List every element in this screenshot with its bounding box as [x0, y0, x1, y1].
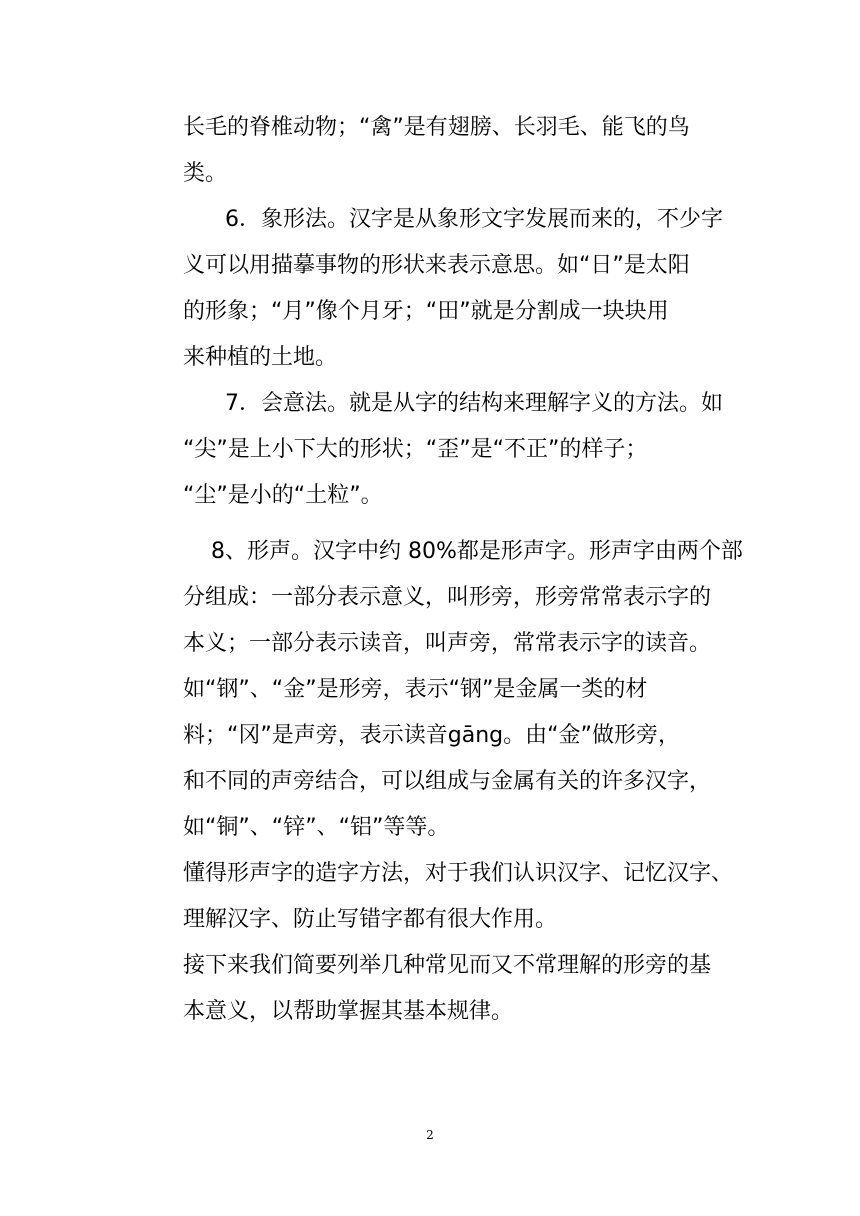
text-line: 料；“冈”是声旁，表示读音gāng。由“金”做形旁，	[183, 723, 680, 748]
text-line: 如“铜”、“锌”、“铝”等等。	[183, 815, 450, 840]
text-line: 8、形声。汉字中约 80%都是形声字。形声字由两个部	[211, 539, 743, 564]
text-line: 的形象；“月”像个月牙；“田”就是分割成一块块用	[183, 299, 669, 324]
text-line: “尖”是上小下大的形状；“歪”是“不正”的样子；	[183, 437, 648, 462]
page-number: 2	[426, 1128, 434, 1142]
text-line: 7．会意法。就是从字的结构来理解字义的方法。如	[225, 391, 723, 416]
text-line: 类。	[183, 161, 228, 186]
text-line: 义可以用描摹事物的形状来表示意思。如“日”是太阳	[183, 253, 690, 278]
text-line: 本义；一部分表示读音，叫声旁，常常表示字的读音。	[183, 631, 712, 656]
text-line: 接下来我们简要列举几种常见而又不常理解的形旁的基	[183, 953, 712, 978]
text-line: 分组成：一部分表示意义，叫形旁，形旁常常表示字的	[183, 585, 712, 610]
text-line: 长毛的脊椎动物；“禽”是有翅膀、长羽毛、能飞的鸟	[183, 115, 690, 140]
text-line: 6．象形法。汉字是从象形文字发展而来的，不少字	[225, 207, 723, 232]
text-line: 来种植的土地。	[183, 345, 338, 370]
text-line: 理解汉字、防止写错字都有很大作用。	[183, 907, 558, 932]
text-line: 和不同的声旁结合，可以组成与金属有关的许多汉字，	[183, 769, 712, 794]
text-line: 本意义，以帮助掌握其基本规律。	[183, 999, 514, 1024]
text-line: 如“钢”、“金”是形旁，表示“钢”是金属一类的材	[183, 677, 648, 702]
text-line: “尘”是小的“土粒”。	[183, 483, 383, 508]
text-line: 懂得形声字的造字方法，对于我们认识汉字、记忆汉字、	[183, 861, 734, 886]
